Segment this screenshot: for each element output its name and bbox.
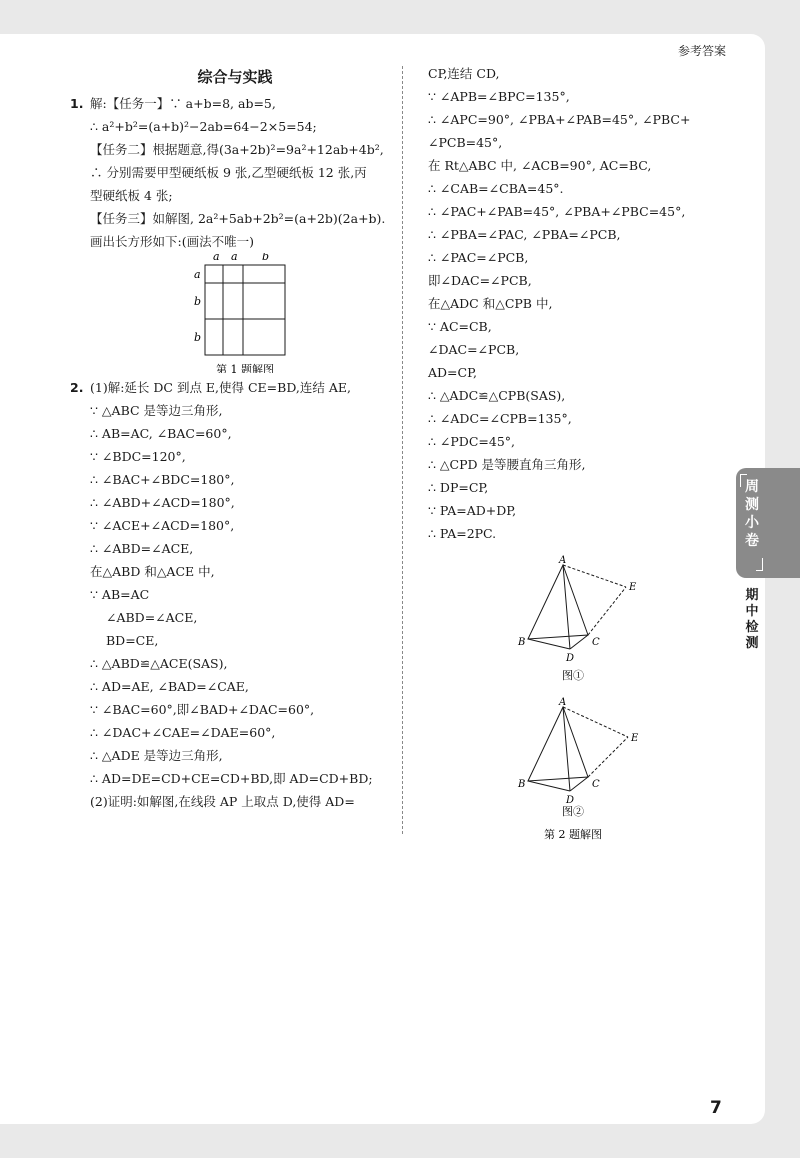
q2-proof: [428, 62, 738, 545]
line-text: ∴ AD=AE, ∠BAD=∠CAE,: [90, 679, 249, 694]
line-text: 【任务三】如解图, 2a²+5ab+2b²=(a+2b)(2a+b).: [90, 211, 386, 226]
text-line: 即∠DAC=∠PCB,: [428, 273, 532, 288]
text-line: ∴ ∠APC=90°, ∠PBA+∠PAB=45°, ∠PBC+: [428, 112, 691, 127]
point-b: B: [518, 779, 526, 790]
text-line: [70, 790, 400, 813]
point-c: C: [592, 637, 600, 648]
line-text: (1)解:延长 DC 到点 E,使得 CE=BD,连结 AE,: [90, 380, 351, 395]
figure-2-sub1: 图①: [562, 669, 584, 682]
segment-dc: [570, 777, 588, 791]
text-line: [70, 92, 400, 115]
text-line: 在 Rt△ABC 中, ∠ACB=90°, AC=BC,: [428, 158, 652, 173]
line-text: ∵ AB=AC: [90, 587, 150, 602]
top-label-b: b: [262, 253, 270, 263]
line-text: ∵ △ABC 是等边三角形,: [90, 403, 223, 418]
text-line: ∵ ∠APB=∠BPC=135°,: [428, 89, 570, 104]
segment-bd: [528, 639, 570, 649]
line-text: 画出长方形如下:(画法不唯一): [90, 234, 254, 249]
diagram-1: [517, 555, 637, 682]
text-line: [70, 184, 400, 207]
text-line: [70, 652, 400, 675]
text-line: ∴ DP=CP,: [428, 480, 489, 495]
left-label-b2: b: [194, 331, 202, 344]
diagram-2: [517, 697, 639, 818]
text-line: [70, 376, 400, 399]
text-line: ∴ ∠PBA=∠PAC, ∠PBA=∠PCB,: [428, 227, 621, 242]
text-line: [70, 744, 400, 767]
text-line: [70, 491, 400, 514]
point-d: D: [566, 653, 575, 664]
text-line: CP,连结 CD,: [428, 66, 500, 81]
text-line: [70, 115, 400, 138]
text-line: AD=CP,: [428, 365, 477, 380]
triangle-diagrams: [428, 555, 738, 845]
side-char: 检: [745, 620, 759, 635]
text-line: ∴ ∠PAC+∠PAB=45°, ∠PBA+∠PBC=45°,: [428, 204, 686, 219]
left-label-b1: b: [194, 295, 202, 308]
q1-answer: [70, 92, 400, 253]
text-line: [70, 560, 400, 583]
triangle-abc: [528, 707, 588, 781]
figure-1: [70, 253, 400, 373]
header-label: 参考答案: [677, 44, 726, 58]
triangle-abc: [528, 565, 588, 639]
line-text: ∴ △ADE 是等边三角形,: [90, 748, 223, 763]
side-tab-label: [744, 478, 760, 550]
tab-char: 周: [745, 479, 759, 495]
text-line: [70, 399, 400, 422]
text-line: ∠DAC=∠PCB,: [428, 342, 520, 357]
figure-2: [428, 555, 738, 845]
text-line: [70, 138, 400, 161]
side-char: 期: [745, 588, 759, 603]
point-d: D: [566, 795, 575, 806]
text-line: [70, 583, 400, 606]
text-line: ∴ PA=2PC.: [428, 526, 497, 541]
left-label-a: a: [194, 268, 201, 281]
segment-dc: [570, 635, 588, 649]
line-text: ∴ 分别需要甲型硬纸板 9 张,乙型硬纸板 12 张,丙: [90, 165, 367, 180]
point-c: C: [592, 779, 600, 790]
text-line: ∴ △ADC≌△CPB(SAS),: [428, 388, 566, 403]
line-text: 型硬纸板 4 张;: [90, 188, 173, 203]
text-line: ∵ AC=CB,: [428, 319, 492, 334]
line-text: ∴ AD=DE=CD+CE=CD+BD,即 AD=CD+BD;: [90, 771, 373, 786]
text-line: [70, 230, 400, 253]
text-line: [70, 675, 400, 698]
line-text: (2)证明:如解图,在线段 AP 上取点 D,使得 AD=: [90, 794, 355, 809]
side-char: 测: [745, 636, 759, 651]
outer-rect: [205, 265, 285, 355]
top-label-a2: a: [231, 253, 238, 263]
point-e: E: [629, 582, 637, 593]
line-text: ∠ABD=∠ACE,: [106, 610, 198, 625]
text-line: ∵ PA=AD+DP,: [428, 503, 517, 518]
left-column: [70, 62, 400, 813]
side-char: 中: [745, 604, 759, 619]
point-e: E: [631, 733, 639, 744]
line-text: ∴ ∠DAC+∠CAE=∠DAE=60°,: [90, 725, 276, 740]
point-b: B: [518, 637, 526, 648]
segment-bd: [528, 781, 570, 791]
q2-answer: [70, 376, 400, 813]
text-line: 在△ADC 和△CPB 中,: [428, 296, 553, 311]
figure-1-caption: 第 1 题解图: [216, 363, 274, 373]
section-title: 综合与实践: [197, 68, 273, 86]
figure-2-caption: 第 2 题解图: [544, 828, 602, 841]
line-text: ∴ a²+b²=(a+b)²−2ab=64−2×5=54;: [90, 119, 317, 134]
segment-ae: [563, 565, 626, 587]
tab-char: 测: [745, 497, 759, 513]
top-label-a1: a: [213, 253, 220, 263]
tab-char: 小: [745, 515, 759, 531]
right-column: [428, 62, 738, 845]
text-line: [70, 537, 400, 560]
text-line: [70, 422, 400, 445]
tab-char: 卷: [745, 533, 759, 549]
text-line: [70, 767, 400, 790]
line-text: ∵ ∠ACE+∠ACD=180°,: [90, 518, 235, 533]
text-line: [70, 721, 400, 744]
text-line: [70, 207, 400, 230]
line-text: 【任务二】根据题意,得(3a+2b)²=9a²+12ab+4b²,: [90, 142, 384, 157]
question-number: 1.: [70, 96, 84, 111]
line-text: ∴ ∠ABD+∠ACD=180°,: [90, 495, 235, 510]
line-text: ∴ AB=AC, ∠BAC=60°,: [90, 426, 232, 441]
text-line: [70, 629, 400, 652]
line-text: 在△ABD 和△ACE 中,: [90, 564, 215, 579]
line-text: 解:【任务一】∵ a+b=8, ab=5,: [90, 96, 276, 111]
text-line: [70, 468, 400, 491]
line-text: ∴ ∠BAC+∠BDC=180°,: [90, 472, 235, 487]
text-line: [70, 698, 400, 721]
text-line: ∴ ∠PAC=∠PCB,: [428, 250, 529, 265]
segment-ce: [588, 737, 628, 777]
text-line: ∴ ∠ADC=∠CPB=135°,: [428, 411, 572, 426]
figure-2-sub2: 图②: [562, 805, 584, 818]
text-line: [70, 606, 400, 629]
column-divider: [402, 66, 403, 834]
segment-ae: [563, 707, 628, 737]
text-line: ∴ ∠CAB=∠CBA=45°.: [428, 181, 564, 196]
point-a: A: [559, 697, 567, 708]
line-text: ∵ ∠BDC=120°,: [90, 449, 186, 464]
text-line: [70, 161, 400, 184]
text-line: [70, 445, 400, 468]
line-text: ∴ △ABD≌△ACE(SAS),: [90, 656, 228, 671]
line-text: ∴ ∠ABD=∠ACE,: [90, 541, 194, 556]
text-line: [70, 514, 400, 537]
text-line: ∴ △CPD 是等腰直角三角形,: [428, 457, 586, 472]
text-line: ∴ ∠PDC=45°,: [428, 434, 515, 449]
question-number: 2.: [70, 380, 84, 395]
segment-ce: [588, 587, 626, 635]
rectangle-diagram: [70, 253, 400, 373]
point-a: A: [559, 555, 567, 566]
line-text: ∵ ∠BAC=60°,即∠BAD+∠DAC=60°,: [90, 702, 315, 717]
side-label: [744, 588, 760, 652]
text-line: ∠PCB=45°,: [428, 135, 503, 150]
tab-bracket-close: [756, 558, 763, 571]
page-number: 7: [710, 1098, 722, 1118]
line-text: BD=CE,: [106, 633, 159, 648]
